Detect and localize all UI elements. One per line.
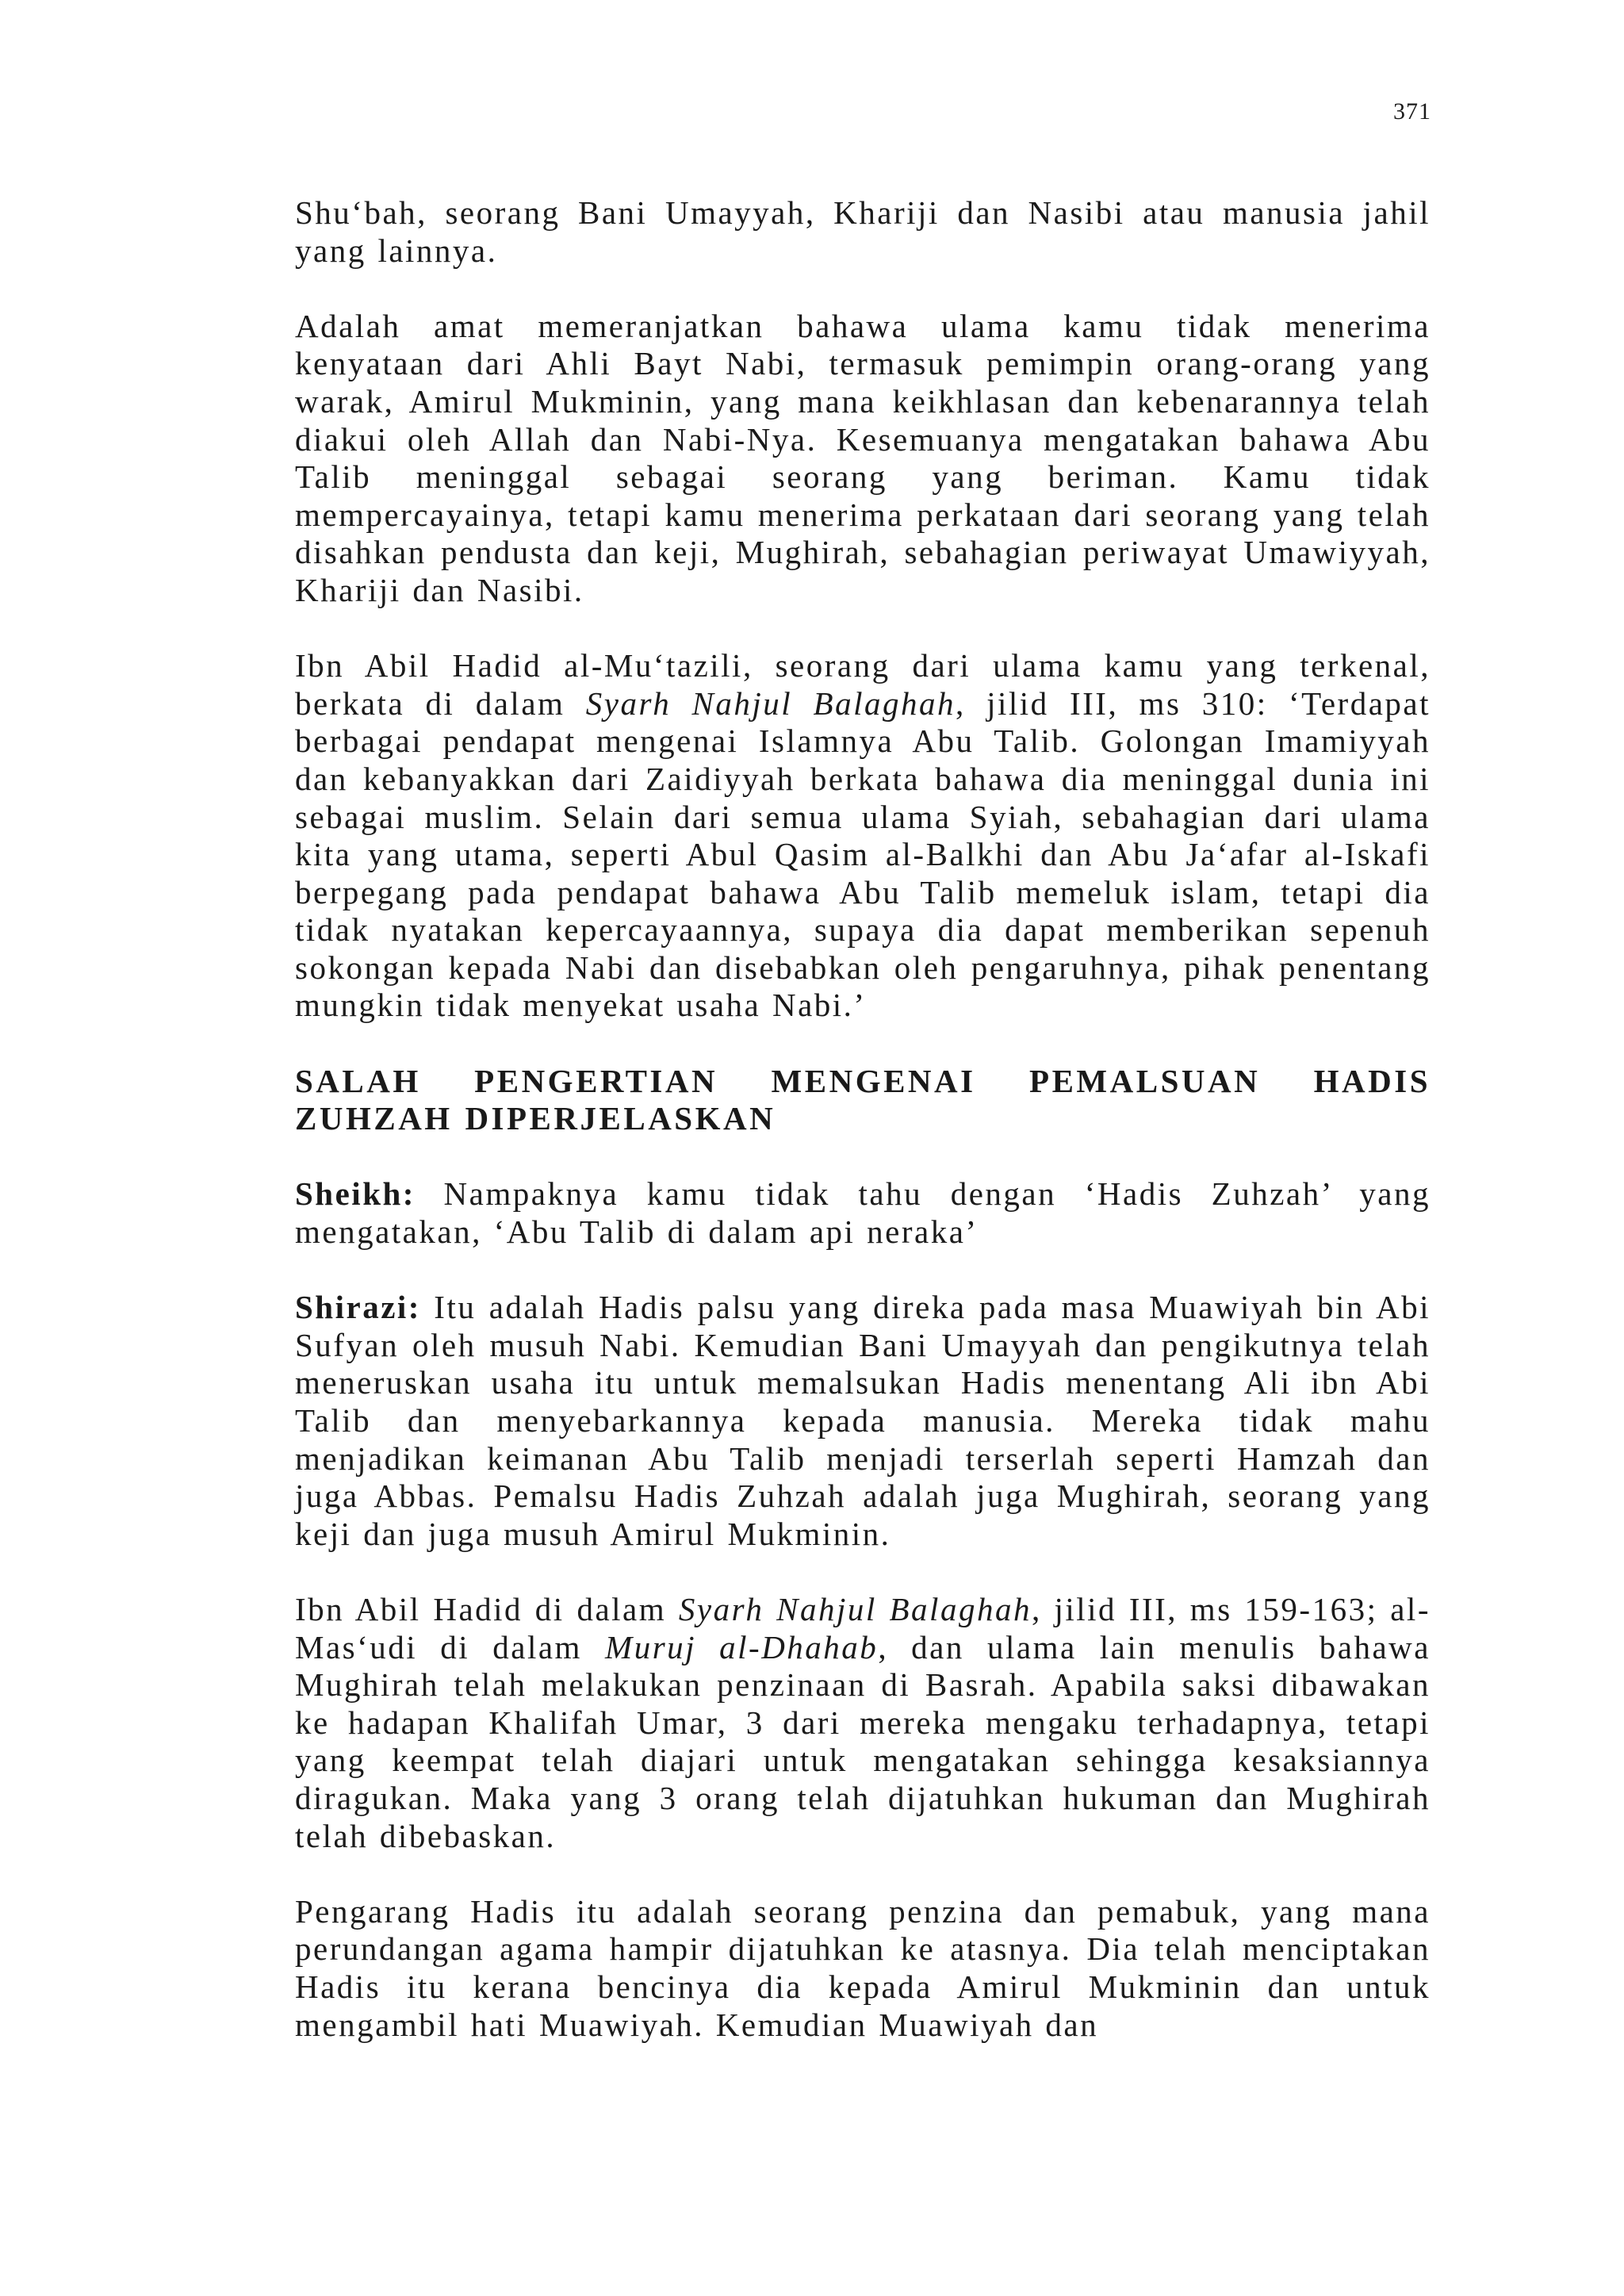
paragraph-3-text-a: Ibn Abil Hadid al-Mu‘tazili, seorang dari ulama kamu yang terkenal, berkata di dalam — [295, 647, 1431, 722]
page-body — [295, 194, 1431, 2044]
book-title-syarh-nahjul-balaghah: Syarh Nahjul Balaghah — [585, 684, 956, 722]
paragraph-3-text-b: , jilid III, ms 310: ‘Terdapat berbagai pendapat mengenai Islamnya Abu Talib. Golongan Imamiyyah dan kebanyakkan dari Zaidiyyah berkata bahawa dia meninggal dunia ini sebagai muslim. Selain dari semua ulama Syiah, sebahagian dari ulama kita yang utama, seperti Abul Qasim al-Balkhi dan Abu Ja‘afar al-Iskafi berpegang pada pendapat bahawa Abu Talib memeluk islam, tetapi dia tidak nyatakan kepercayaannya, supaya dia dapat memberikan sepenuh sokongan kepada Nabi dan disebabkan oleh pengaruhnya, pihak penentang mungkin tidak menyekat usaha Nabi.’ — [295, 684, 1431, 1024]
paragraph-7: Pengarang Hadis itu adalah seorang penzina dan pemabuk, yang mana perundangan agama hampir dijatuhkan ke atasnya. Dia telah menciptakan Hadis itu kerana bencinya dia kepada Amirul Mukminin dan untuk mengambil hati Muawiyah. Kemudian Muawiyah dan — [295, 1892, 1431, 2043]
page-number: 371 — [1393, 98, 1431, 125]
paragraph-2: Adalah amat memeranjatkan bahawa ulama kamu tidak menerima kenyataan dari Ahli Bayt Nabi, termasuk pemimpin orang-orang yang warak, Amirul Mukminin, yang mana keikhlasan dan kebenarannya telah diakui oleh Allah dan Nabi-Nya. Kesemuanya mengatakan bahawa Abu Talib meninggal sebagai seorang yang beriman. Kamu tidak mempercayainya, tetapi kamu menerima perkataan dari seorang yang telah disahkan pendusta dan keji, Mughirah, sebahagian periwayat Umawiyyah, Khariji dan Nasibi. — [295, 307, 1431, 608]
paragraph-6-text-c: , dan ulama lain menulis bahawa Mughirah telah melakukan penzinaan di Basrah. Apabila saksi dibawakan ke hadapan Khalifah Umar, 3 dari mereka mengaku terhadapnya, tetapi yang keempat telah diajari untuk mengatakan sehingga kesaksiannya diragukan. Maka yang 3 orang telah dijatuhkan hukuman dan Mughirah telah dibebaskan. — [295, 1628, 1431, 1854]
speaker-label-sheikh: Sheikh: — [295, 1175, 416, 1213]
sheikh-text: Nampaknya kamu tidak tahu dengan ‘Hadis Zuhzah’ yang mengatakan, ‘Abu Talib di dalam api neraka’ — [295, 1175, 1431, 1251]
paragraph-6-text-b: , jilid III, ms 159-163; al-Mas‘udi di dalam — [295, 1590, 1431, 1665]
paragraph-6-text-a: Ibn Abil Hadid di dalam — [295, 1590, 679, 1627]
speaker-label-shirazi: Shirazi: — [295, 1289, 421, 1326]
section-heading: SALAH PENGERTIAN MENGENAI PEMALSUAN HADIS ZUHZAH DIPERJELASKAN — [295, 1062, 1431, 1137]
book-title-syarh-nahjul-balaghah-2: Syarh Nahjul Balaghah — [678, 1590, 1032, 1627]
shirazi-text: Itu adalah Hadis palsu yang direka pada masa Muawiyah bin Abi Sufyan oleh musuh Nabi. Kemudian Bani Umayyah dan pengikutnya telah meneruskan usaha itu untuk memalsukan Hadis menentang Ali ibn Abi Talib dan menyebarkannya kepada manusia. Mereka tidak mahu menjadikan keimanan Abu Talib menjadi terserlah seperti Hamzah dan juga Abbas. Pemalsu Hadis Zuhzah adalah juga Mughirah, seorang yang keji dan juga musuh Amirul Mukminin. — [295, 1289, 1431, 1552]
paragraph-sheikh — [295, 1175, 1431, 1251]
book-title-muruj-al-dhahab: Muruj al-Dhahab — [605, 1628, 879, 1665]
paragraph-1: Shu‘bah, seorang Bani Umayyah, Khariji dan Nasibi atau manusia jahil yang lainnya. — [295, 194, 1431, 269]
paragraph-3 — [295, 647, 1431, 1025]
paragraph-shirazi — [295, 1289, 1431, 1553]
paragraph-6 — [295, 1591, 1431, 1855]
